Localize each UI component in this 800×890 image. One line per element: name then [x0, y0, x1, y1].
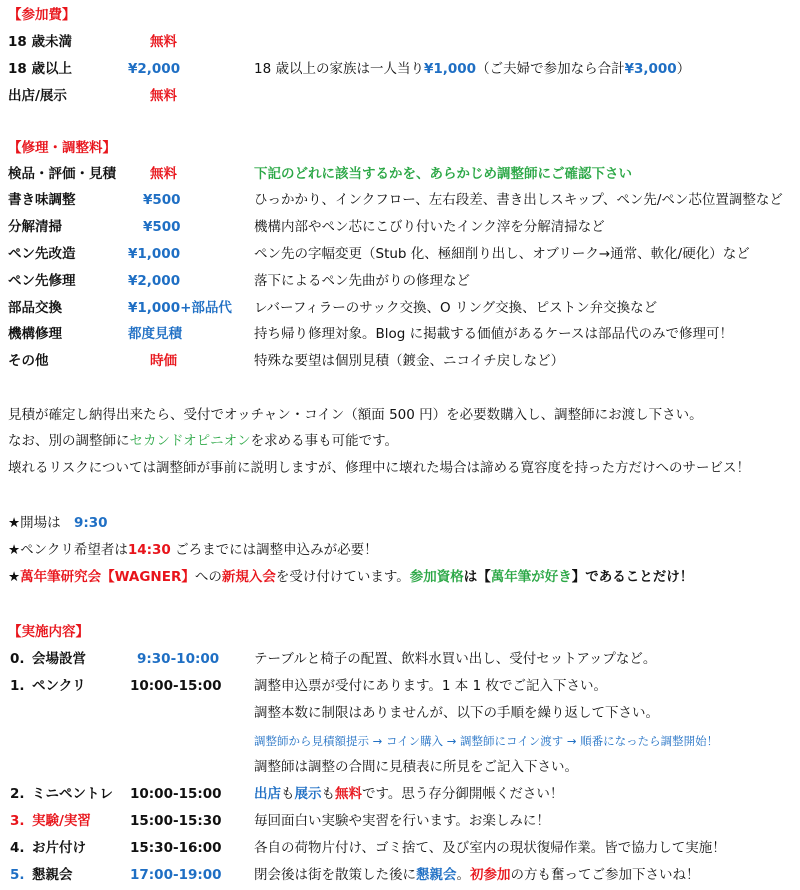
love-pens-text: 萬年筆が好き	[490, 569, 572, 585]
club-part: 】であることだけ！	[571, 569, 694, 585]
repair-note: ひっかかり、インクフロー、左右段差、書き出しスキップ、ペン先/ペン芯位置調整など	[254, 192, 783, 208]
repair-note: 下記のどれに該当するかを、あらかじめ調整師にご確認下さい	[254, 166, 632, 182]
fee-value: 無料	[150, 34, 177, 50]
desc-part: の方も奮ってご参加下さいね！	[510, 867, 700, 883]
repair-label: その他	[8, 353, 49, 369]
fee-note	[254, 58, 690, 80]
repair-label: 機構修理	[8, 326, 62, 342]
schedule-name: 実験/実習	[32, 813, 91, 829]
schedule-desc	[254, 783, 563, 805]
repair-label: ペン先修理	[8, 273, 76, 289]
fee-value: 無料	[150, 88, 177, 104]
repair-note: レバーフィラーのサック交換、O リング交換、ピストン弁交換など	[254, 300, 658, 316]
desc-part: 。	[456, 867, 470, 883]
note-text	[8, 430, 398, 452]
schedule-time: 10:00-15:00	[130, 786, 222, 802]
desc-part: 無料	[335, 786, 362, 802]
repair-value: 都度見積	[128, 326, 182, 342]
schedule-name: 懇親会	[32, 867, 73, 883]
deadline-part: ★ペンクリ希望者は	[8, 542, 128, 558]
fee-heading: 【参加費】	[8, 7, 76, 23]
deadline-part: ごろまでには調整申込みが必要！	[175, 542, 378, 558]
schedule-num: 2.	[10, 786, 25, 802]
repair-heading: 【修理・調整料】	[8, 140, 116, 156]
new-member-text: 新規入会	[221, 569, 276, 585]
repair-label: 検品・評価・見積	[8, 166, 116, 182]
schedule-num: 3.	[10, 813, 25, 829]
club-part: は【	[463, 569, 491, 585]
repair-note: 機構内部やペン芯にこびり付いたインク滓を分解清掃など	[254, 219, 605, 235]
schedule-name: お片付け	[32, 840, 86, 856]
fee-label: 出店/展示	[8, 88, 67, 104]
schedule-desc	[254, 864, 700, 886]
repair-value: 無料	[150, 166, 177, 182]
schedule-desc: 調整申込票が受付にあります。1 本 1 枚でご記入下さい。	[254, 678, 607, 694]
desc-part: 出店	[254, 786, 281, 802]
desc-part: も	[321, 786, 335, 802]
repair-label: 書き味調整	[8, 192, 76, 208]
repair-value: ¥500	[143, 192, 181, 208]
repair-label: 分解清掃	[8, 219, 62, 235]
repair-note: 落下によるペン先曲がりの修理など	[254, 273, 470, 289]
schedule-desc: テーブルと椅子の配置、飲料水買い出し、受付セットアップなど。	[254, 651, 657, 667]
schedule-time: 9:30-10:00	[137, 651, 220, 667]
desc-part: も	[281, 786, 295, 802]
club-text	[8, 566, 693, 588]
schedule-time: 15:30-16:00	[130, 840, 222, 856]
schedule-num: 4.	[10, 840, 25, 856]
club-part: への	[194, 569, 222, 585]
schedule-desc: 各自の荷物片付け、ゴミ捨て、及び室内の現状復帰作業。皆で協力して実施！	[254, 840, 726, 856]
fee-note-price: ¥1,000	[423, 61, 477, 77]
repair-note: 持ち帰り修理対象。Blog に掲載する価値があるケースは部品代のみで修理可！	[254, 326, 733, 342]
repair-note: ペン先の字幅変更（Stub 化、極細削り出し、オブリーク→通常、軟化/硬化）など	[254, 246, 750, 262]
schedule-name: ミニペントレ	[32, 786, 113, 802]
note-text: 見積が確定し納得出来たら、受付でオッチャン・コイン（額面 500 円）を必要数購入し、調整師にお渡し下さい。	[8, 407, 703, 423]
note-part: を求める事も可能です。	[250, 433, 399, 449]
desc-part: 展示	[294, 786, 322, 802]
pencli-extra: 調整師は調整の合間に見積表に所見をご記入下さい。	[254, 759, 578, 775]
note-part: なお、別の調整師に	[8, 433, 130, 449]
club-part: を受け付けています。	[275, 569, 410, 585]
desc-part: 閉会後は街を散策した後に	[254, 867, 416, 883]
repair-value: ¥500	[143, 219, 181, 235]
schedule-num: 1.	[10, 678, 25, 694]
qualification-text: 参加資格	[409, 569, 464, 585]
repair-value: ¥1,000+部品代	[128, 300, 232, 316]
fee-note-price: ¥3,000	[624, 61, 677, 77]
second-opinion-text: セカンドオピニオン	[129, 433, 251, 449]
repair-label: 部品交換	[8, 300, 62, 316]
repair-value: 時価	[150, 353, 177, 369]
club-name: 萬年筆研究会【WAGNER】	[20, 569, 195, 585]
schedule-name: ペンクリ	[32, 678, 86, 694]
repair-label: ペン先改造	[8, 246, 76, 262]
desc-part: 初参加	[470, 867, 511, 883]
pencli-deadline-text	[8, 539, 378, 561]
note-text: 壊れるリスクについては調整師が事前に説明しますが、修理中に壊れた場合は諦める寛容度を持った方だけへのサービス！	[8, 460, 750, 476]
schedule-time: 17:00-19:00	[130, 867, 222, 883]
deadline-time: 14:30	[127, 542, 171, 558]
fee-label: 18 歳未満	[8, 34, 72, 50]
fee-label: 18 歳以上	[8, 61, 72, 77]
fee-value: ¥2,000	[128, 61, 181, 77]
schedule-time: 15:00-15:30	[130, 813, 222, 829]
schedule-time: 10:00-15:00	[130, 678, 222, 694]
fee-note-text: 18 歳以上の家族は一人当り	[254, 61, 424, 77]
repair-value: ¥1,000	[128, 246, 181, 262]
schedule-num: 5.	[10, 867, 25, 883]
fee-note-text: （ご夫婦で参加なら合計	[476, 61, 625, 77]
open-label: ★開場は	[8, 515, 61, 531]
repair-value: ¥2,000	[128, 273, 181, 289]
schedule-name: 会場設営	[32, 651, 86, 667]
schedule-num: 0.	[10, 651, 25, 667]
repair-note: 特殊な要望は個別見積（鍍金、ニコイチ戻しなど）	[254, 353, 565, 369]
star-icon: ★	[8, 569, 21, 585]
fee-note-text: ）	[676, 61, 691, 77]
schedule-desc: 毎回面白い実験や実習を行います。お楽しみに！	[254, 813, 550, 829]
desc-part: 懇親会	[416, 867, 457, 883]
desc-part: です。思う存分御開帳ください！	[362, 786, 564, 802]
schedule-heading: 【実施内容】	[8, 624, 89, 640]
pencli-flow: 調整師から見積額提示 → コイン購入 → 調整師にコイン渡す → 順番になったら調整開始！	[254, 734, 719, 748]
pencli-extra: 調整本数に制限はありませんが、以下の手順を繰り返して下さい。	[254, 705, 659, 721]
open-time: 9:30	[74, 515, 108, 531]
